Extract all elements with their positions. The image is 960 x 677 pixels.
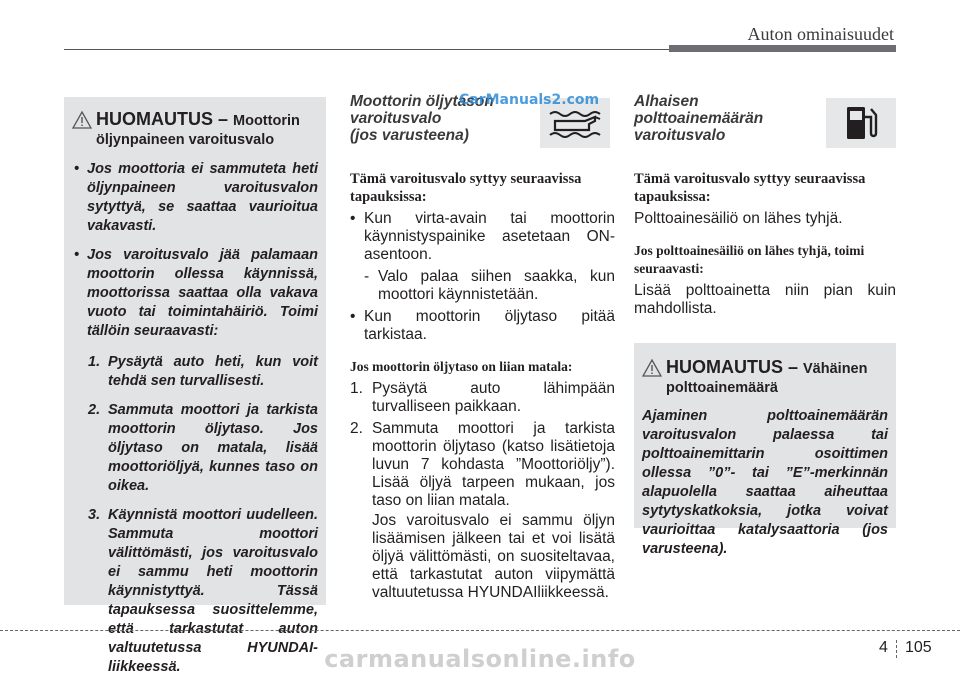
header-bar	[669, 45, 896, 52]
list-item: • Kun virta-avain tai moottorin käynnistyspainike asetetaan ON-asentoon.	[350, 210, 615, 263]
intro-text: Tämä varoitusvalo syttyy seuraavissa tapauksissa:	[350, 171, 582, 205]
caution-subtitle: öljynpaineen varoitusvalo	[96, 132, 275, 148]
watermark: CarManuals2.com	[459, 92, 600, 108]
header-title: Auton ominaisuudet	[747, 24, 894, 44]
caution-heading	[72, 109, 318, 131]
section-title: Moottorin öljytason varoitusvalo (jos varusteena)	[350, 93, 494, 144]
caution-bullet: • Jos varoitusvalo jää palamaan moottorin ollessa käynnissä, moottorissa saattaa olla vakava vuoto tai toimintahäiriö. Toimi tällöin seuraavasti:	[74, 247, 318, 339]
list-item: • Kun moottorin öljytaso pitää tarkistaa.	[350, 308, 615, 343]
fuel-heading: Jos polttoainesäiliö on lähes tyhjä, toimi seuraavasti:	[634, 243, 865, 276]
section-title: Alhaisen polttoainemäärän varoitusvalo	[634, 93, 764, 144]
caution-body: Ajaminen polttoainemäärän varoitusvalon palaessa tai polttoainemittarin osoittimen ollessa ”0”- tai ”E”-merkinnän alapuolella saattaa aiheuttaa sytytyskatkoksia, jotka voivat vaurioittaa katalysaattoria (jos varusteena).	[642, 408, 888, 557]
caution-step: 3. Käynnistä moottori uudelleen. Sammuta moottori välittömästi, jos varoitusvalo ei sammu heti moottorin käynnistyttyä. Tässä tapauksessa suosittelemme, että tarkastutat auton valtuutetussa HYUNDAI-liikkeessä.	[88, 507, 318, 675]
page-number: 105	[905, 639, 932, 656]
step-item: 1. Pysäytä auto lähimpään turvalliseen paikkaan.	[350, 380, 615, 415]
fuel-pump-icon	[841, 103, 881, 143]
step-item: 2. Sammuta moottori ja tarkista moottorin öljytaso (katso lisätietoja luvun 7 kohdasta ”Moottoriöljy”). Lisää öljyä tarpeen mukaan, jos taso on liian matala.	[350, 420, 615, 509]
caution-heading	[642, 357, 888, 379]
low-oil-heading: Jos moottorin öljytaso on liian matala:	[350, 359, 573, 374]
list-subitem: - Valo palaa siihen saakka, kun moottori käynnistetään.	[364, 268, 615, 303]
step-extra: Jos varoitusvalo ei sammu öljyn lisäämisen jälkeen tai et voi lisätä öljyä välittömästi, on suositeltavaa, että tarkastutat auton viipymättä valtuutetussa HYUNDAIliikkeessä.	[372, 512, 615, 601]
low-fuel-caution-box	[634, 343, 896, 557]
oil-level-section	[350, 93, 615, 602]
footer-rule	[0, 630, 960, 631]
oil-level-icon	[547, 108, 603, 138]
caution-subtitle: polttoainemäärä	[666, 380, 778, 396]
oil-pressure-caution-box	[64, 97, 326, 675]
body-text: Polttoainesäiliö on lähes tyhjä.	[634, 210, 843, 227]
chapter-number: 4	[879, 639, 888, 656]
warning-triangle-icon	[72, 111, 92, 129]
caution-step: 1. Pysäytä auto heti, kun voit tehdä sen turvallisesti.	[88, 354, 318, 389]
body-text: Lisää polttoainetta niin pian kuin mahdollista.	[634, 282, 896, 317]
caution-step: 2. Sammuta moottori ja tarkista moottorin öljytaso. Jos öljytaso on matala, lisää moottoriöljyä, kunnes taso on oikea.	[88, 402, 318, 494]
intro-text: Tämä varoitusvalo syttyy seuraavissa tapauksissa:	[634, 171, 866, 205]
header-rule	[64, 49, 669, 50]
caution-title: HUOMAUTUS – Vähäinen	[666, 357, 868, 377]
caution-title: HUOMAUTUS – Moottorin	[96, 109, 300, 129]
fuel-icon-box	[826, 98, 896, 148]
caution-bullet: • Jos moottoria ei sammuteta heti öljynpaineen varoitusvalon sytyttyä, se saattaa vaurioitua vakavasti.	[74, 161, 318, 234]
warning-triangle-icon	[642, 359, 662, 377]
footer-watermark: carmanualsonline.info	[324, 645, 636, 673]
